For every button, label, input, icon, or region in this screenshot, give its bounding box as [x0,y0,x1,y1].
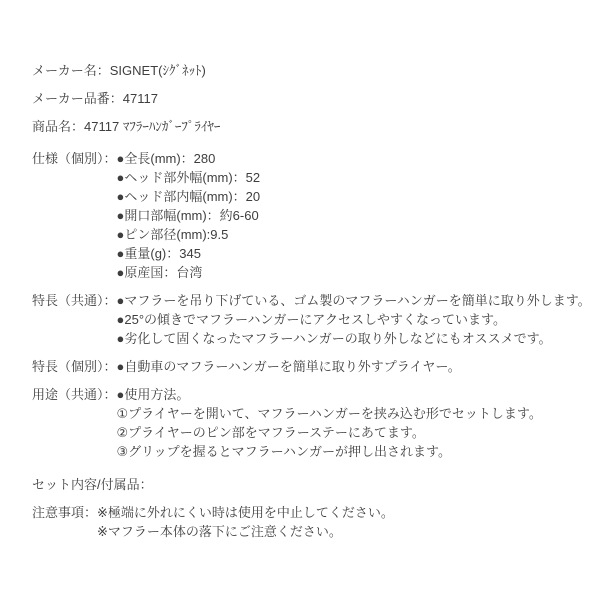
spec-row-specifications-individual [32,149,586,282]
product-name-line: 47117 ﾏﾌﾗｰﾊﾝｶﾞｰﾌﾟﾗｲﾔｰ [84,119,221,134]
cautions-label: 注意事項： [32,505,98,520]
usage-common-value [117,385,586,461]
spec-row-product-name [32,117,586,136]
spec-row-features-common [32,291,591,348]
cautions-value [97,503,586,541]
maker-name-line: SIGNET(ｼｸﾞﾈｯﾄ) [109,63,206,78]
features-individual-label: 特長（個別）： [32,359,117,374]
usage-step-2-line: ②プライヤーのピン部をマフラーステーにあてます。 [116,425,425,440]
specifications-individual-value [117,149,586,282]
spec-country-of-origin-line: ●原産国：台湾 [116,265,203,280]
usage-method-line: ●使用方法。 [116,387,190,402]
maker-part-number-label: メーカー品番： [32,91,123,106]
features-individual-line: ●自動車のマフラーハンガーを簡単に取り外すプライヤー。 [116,359,461,374]
spec-opening-width-line: ●開口部幅(mm)：約6-60 [116,208,259,223]
features-common-line-2: ●25°の傾きでマフラーハンガーにアクセスしやすくなっています。 [116,312,506,327]
set-contents-label: セット内容/付属品： [32,477,153,492]
features-common-line-1: ●マフラーを吊り下げている、ゴム製のマフラーハンガーを簡単に取り外します。 [116,293,591,308]
maker-name-value [110,61,586,80]
usage-step-3-line: ③グリップを握るとマフラーハンガーが押し出されます。 [116,444,451,459]
maker-name-label: メーカー名： [32,63,110,78]
usage-step-1-line: ①プライヤーを開いて、マフラーハンガーを挟み込む形でセットします。 [116,406,542,421]
features-individual-value [117,357,586,376]
spec-pin-diameter-line: ●ピン部径(mm):9.5 [116,227,229,242]
features-common-value [116,291,591,348]
spec-head-outer-width-line: ●ヘッド部外幅(mm)：52 [116,170,261,185]
spec-overall-length-line: ●全長(mm)：280 [116,151,216,166]
spec-row-usage-common [32,385,586,461]
spec-weight-line: ●重量(g)：345 [116,246,201,261]
features-common-label: 特長（共通）： [32,293,117,308]
maker-part-number-value [123,89,586,108]
caution-line-1: ※極端に外れにくい時は使用を中止してください。 [97,505,394,520]
specifications-individual-label: 仕様（個別）： [32,151,117,166]
caution-line-2: ※マフラー本体の落下にご注意ください。 [97,524,342,539]
product-name-value [84,117,586,136]
spec-row-cautions [32,503,586,541]
maker-part-number-line: 47117 [122,91,158,106]
product-name-label: 商品名： [32,119,85,134]
spec-row-features-individual [32,357,586,376]
spec-row-maker-part-number [32,89,586,108]
spec-row-set-contents [32,475,586,494]
spec-head-inner-width-line: ●ヘッド部内幅(mm)：20 [116,189,261,204]
spec-row-maker-name [32,61,586,80]
usage-common-label: 用途（共通）： [32,387,117,402]
features-common-line-3: ●劣化して固くなったマフラーハンガーの取り外しなどにもオススメです。 [116,331,552,346]
